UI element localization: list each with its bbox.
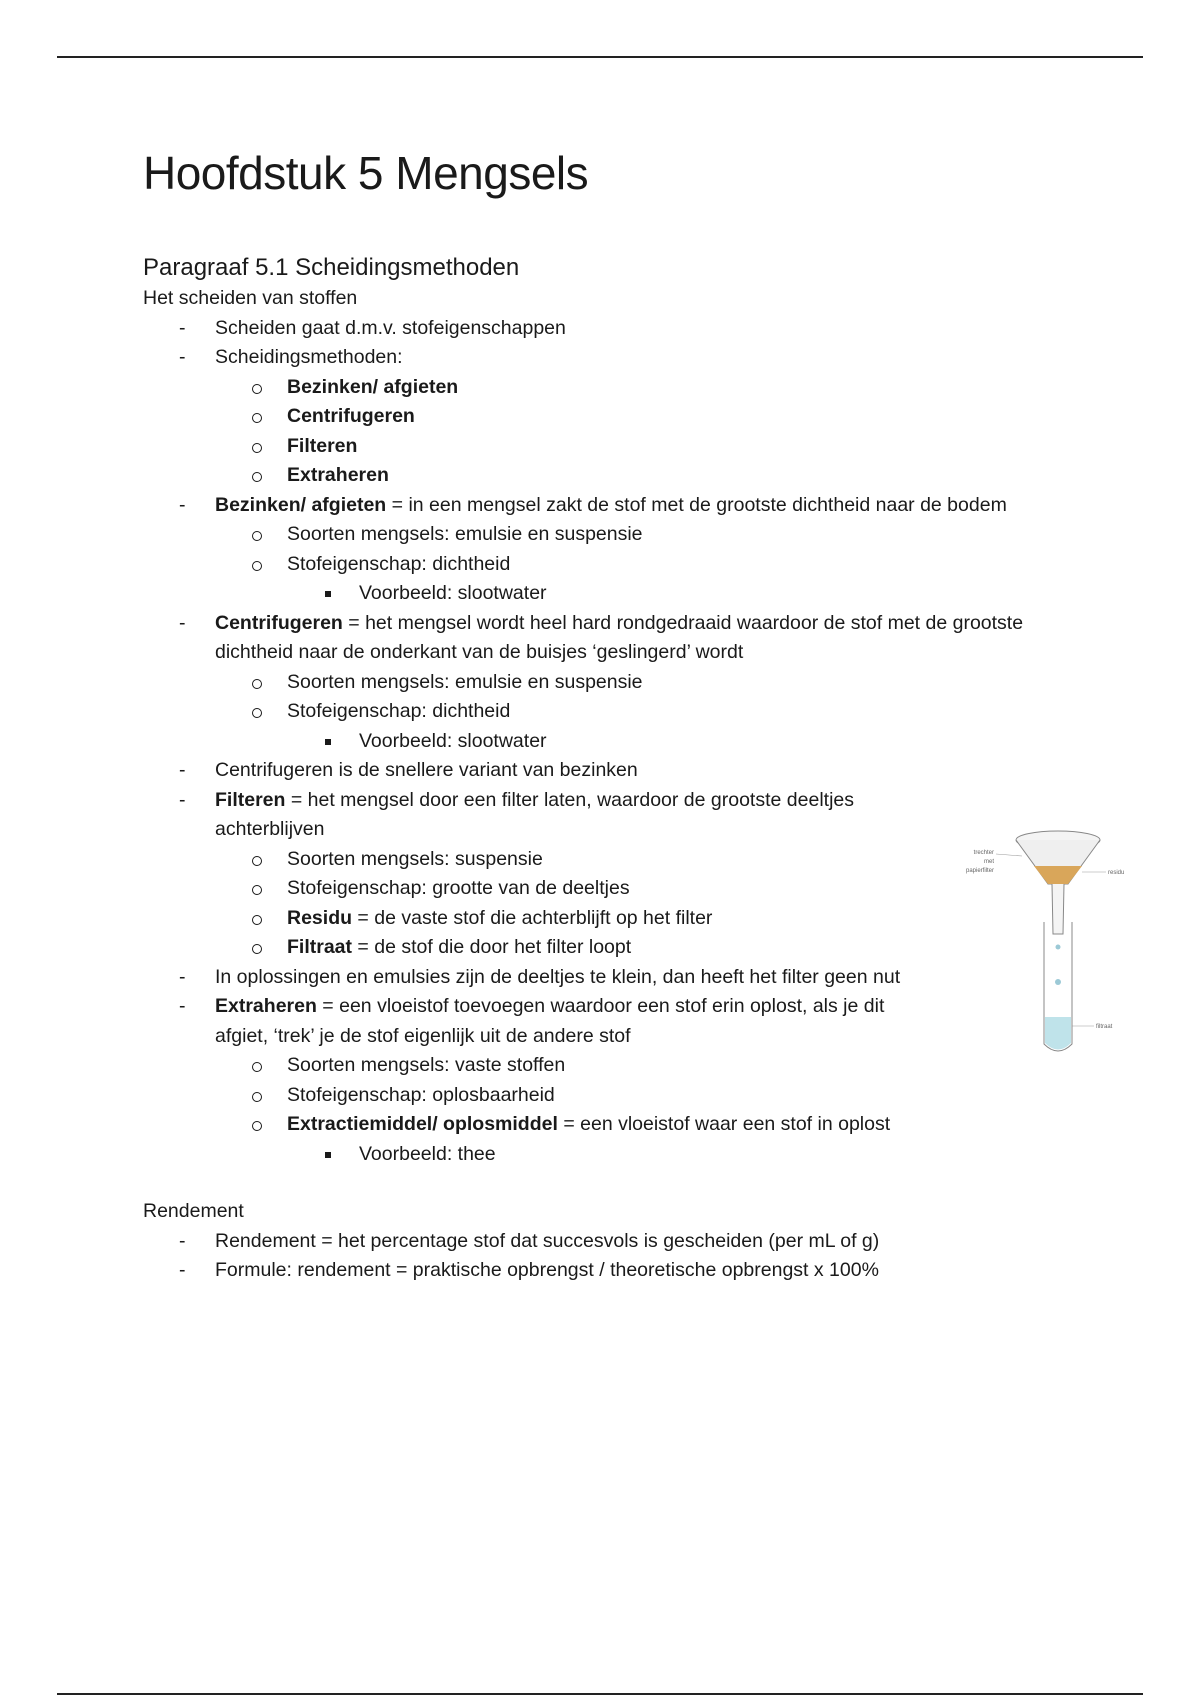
method-item: Centrifugeren <box>215 402 1043 432</box>
list-item-extraheren: - Extraheren = een vloeistof toevoegen waardoor een stof erin oplost, als je dit afgiet, ‘trek’ je de stof eigenlijk uit de andere stof Soorten mengsels: vaste stoffen Stofeigenschap: oplosbaarheid Extractiemiddel/ oplosmiddel = een vloeistof waar een stof in oplost Voorbeeld: thee <box>143 992 1043 1169</box>
droplet <box>1056 945 1061 950</box>
sub-item: Stofeigenschap: dichtheid Voorbeeld: slootwater <box>215 697 1043 756</box>
filter-funnel-diagram <box>958 822 1125 1062</box>
example-item: Voorbeeld: slootwater <box>287 727 1043 757</box>
rendement-heading: Rendement <box>143 1200 244 1222</box>
sub-item: Soorten mengsels: emulsie en suspensie <box>215 668 1043 698</box>
list-item-bezinken: - Bezinken/ afgieten = in een mengsel zakt de stof met de grootste dichtheid naar de bodem Soorten mengsels: emulsie en suspensie Stofeigenschap: dichtheid Voorbeeld: slootwater <box>143 491 1043 609</box>
bottom-rule <box>57 1693 1143 1695</box>
method-item: Bezinken/ afgieten <box>215 373 1043 403</box>
sub-item: Stofeigenschap: grootte van de deeltjes <box>215 874 1043 904</box>
document-body <box>143 252 1043 1286</box>
method-item: Extraheren <box>215 461 1043 491</box>
list-item: - Rendement = het percentage stof dat succesvols is gescheiden (per mL of g) <box>143 1227 1043 1257</box>
sub-item: Soorten mengsels: vaste stoffen <box>215 1051 1043 1081</box>
droplet <box>1055 979 1061 985</box>
list-item: - Formule: rendement = praktische opbrengst / theoretische opbrengst x 100% <box>143 1256 1043 1286</box>
section-heading: Paragraaf 5.1 Scheidingsmethoden <box>143 254 520 281</box>
top-rule <box>57 56 1143 58</box>
sub-item: Residu = de vaste stof die achterblijft op het filter <box>215 904 1043 934</box>
methods-list <box>143 373 1043 491</box>
label-filtraat: filtraat <box>1096 1024 1113 1030</box>
label-funnel: papierfilter <box>965 868 994 874</box>
sub-item: Stofeigenschap: dichtheid Voorbeeld: slootwater <box>215 550 1043 609</box>
sub-item: Extractiemiddel/ oplosmiddel = een vloeistof waar een stof in oplost Voorbeeld: thee <box>215 1110 1043 1169</box>
example-item: Voorbeeld: slootwater <box>287 579 1043 609</box>
filtraat-liquid <box>1045 1017 1071 1050</box>
sub-item: Soorten mengsels: emulsie en suspensie <box>215 520 1043 550</box>
label-funnel: trechter <box>973 850 994 856</box>
rendement-list <box>143 1227 1043 1286</box>
sub-item: Stofeigenschap: oplosbaarheid <box>215 1081 1043 1111</box>
label-residu: residu <box>1108 870 1125 876</box>
funnel-stem <box>1052 884 1064 934</box>
sub-item: Filtraat = de stof die door het filter loopt <box>215 933 1043 963</box>
page-title: Hoofdstuk 5 Mengsels <box>143 147 589 199</box>
funnel-illustration <box>1016 831 1100 1051</box>
label-funnel: met <box>983 859 994 865</box>
list-item: - Centrifugeren is de snellere variant van bezinken <box>143 756 1043 786</box>
list-item-centrifugeren: - Centrifugeren = het mengsel wordt heel hard rondgedraaid waardoor de stof met de grootste dichtheid naar de onderkant van de buisjes ‘geslingerd’ wordt Soorten mengsels: emulsie en suspensie Stofeigenschap: dichtheid Voorbeeld: slootwater <box>143 609 1043 757</box>
list-item: - Scheidingsmethoden: Bezinken/ afgieten Centrifugeren Filteren Extraheren <box>143 343 1043 491</box>
main-list <box>143 314 1043 1170</box>
list-item: - In oplossingen en emulsies zijn de deeltjes te klein, dan heeft het filter geen nut <box>143 963 1043 993</box>
residu-layer <box>1034 866 1082 884</box>
sub-item: Soorten mengsels: suspensie <box>215 845 1043 875</box>
list-item: - Scheiden gaat d.m.v. stofeigenschappen <box>143 314 1043 344</box>
example-item: Voorbeeld: thee <box>287 1140 1043 1170</box>
method-item: Filteren <box>215 432 1043 462</box>
list-item-filteren: - Filteren = het mengsel door een filter laten, waardoor de grootste deeltjes achterblijven Soorten mengsels: suspensie Stofeigenschap: grootte van de deeltjes Residu = de vaste stof die achterblijft op het filter Filtraat = de stof die door het filter loopt <box>143 786 1043 963</box>
section-intro: Het scheiden van stoffen <box>143 287 358 309</box>
